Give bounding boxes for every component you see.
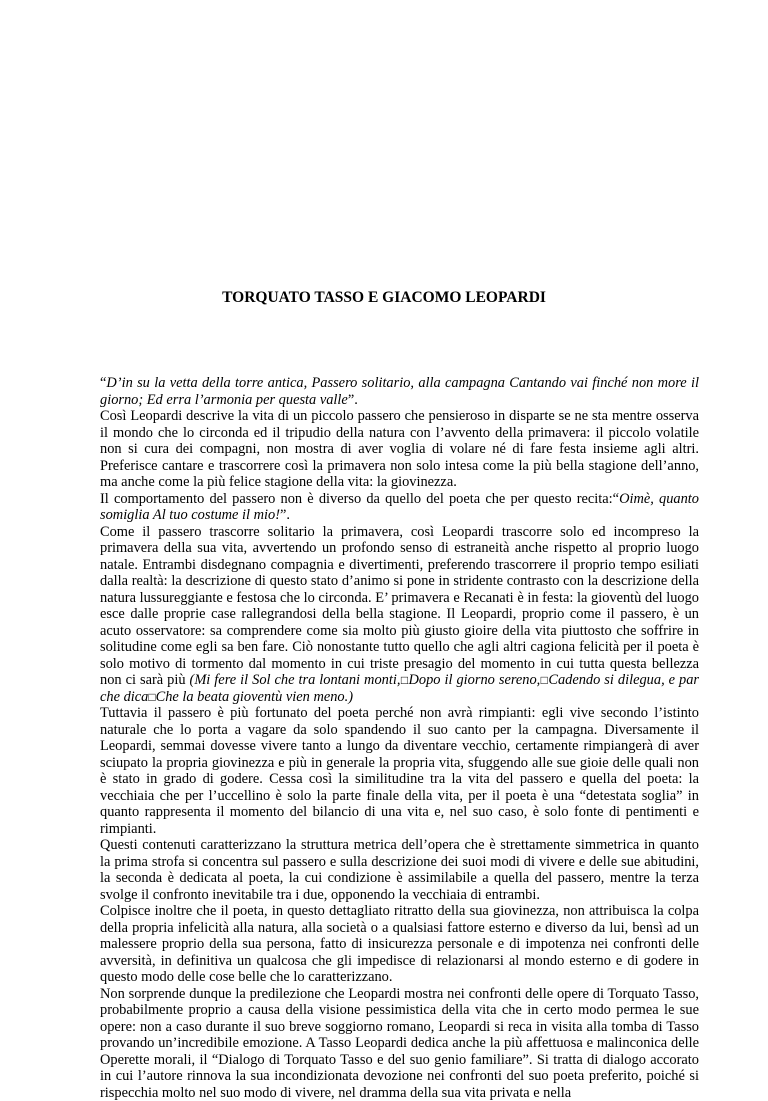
paragraph-6: Colpisce inoltre che il poeta, in questo dettagliato ritratto della sua giovinezza, non attribuisca la colpa della propria infelicità alla natura, alla società o a qualsiasi fattore esterno e diverso da lui, bensì ad un malessere proprio della sua persona, fatto di insicurezza personale e di impotenza nei confronti delle avversità, in definitiva un qualcosa che gli impedisce di relazionarsi al mondo esterno e di godere in questo modo delle cose belle che lo caratterizzano. xyxy=(100,903,699,986)
quote-line-3: Cadendo si dilegua, e par che dica xyxy=(100,672,699,705)
paragraph-1: Così Leopardi descrive la vita di un piccolo passero che pensieroso in disparte se ne sta mentre osserva il mondo che lo circonda ed il tripudio della natura con l’avvento della primavera: il piccolo volatile non si cura dei compagni, non mostra di aver voglia di volare né di fare festa insieme agli altri. Preferisce cantare e trascorrere così la primavera non solo intesa come la più bella stagione dell’anno, ma anche come la più felice stagione della vita: la giovinezza. xyxy=(100,408,699,491)
close-quote-mark-2: ”. xyxy=(280,507,290,523)
close-quote-mark: ”. xyxy=(348,392,358,408)
paragraph-opening-quote xyxy=(100,375,699,408)
document-body xyxy=(100,375,699,1101)
paragraph-3 xyxy=(100,524,699,706)
poem-quote: D’in su la vetta della torre antica, Passero solitario, alla campagna Cantando vai finché non more il giorno; Ed erra l’armonia per questa valle xyxy=(100,375,699,408)
paragraph-2 xyxy=(100,491,699,524)
poem-quote-2: Oimè, quanto somiglia Al tuo costume il mio! xyxy=(100,491,699,524)
open-quote-mark: “ xyxy=(100,375,106,391)
missing-glyph-box: □ xyxy=(540,673,548,687)
page-title: TORQUATO TASSO E GIACOMO LEOPARDI xyxy=(0,289,768,307)
paragraph-7: Non sorprende dunque la predilezione che Leopardi mostra nei confronti delle opere di Torquato Tasso, probabilmente proprio a causa della visione pessimistica della vita che in certo modo permea le sue opere: non a caso durante il suo breve soggiorno romano, Leopardi si reca in visita alla tomba di Tasso provando un’incredibile emozione. A Tasso Leopardi dedica anche la più affettuosa e malinconica delle Operette morali, il “Dialogo di Torquato Tasso e del suo genio familiare”. Si tratta di dialogo accorato in cui l’autore rinnova la sua incondizionata devozione nei confronti del suo poeta preferito, poiché si rispecchia molto nel suo modo di vivere, nel dramma della sua vita privata e nella xyxy=(100,986,699,1101)
missing-glyph-box: □ xyxy=(148,690,155,704)
quote-line-4: Che la beata gioventù vien meno.) xyxy=(156,689,353,705)
quote-line-1: (Mi fere il Sol che tra lontani monti, xyxy=(190,672,401,688)
paragraph-4: Tuttavia il passero è più fortunato del poeta perché non avrà rimpianti: egli vive secondo l’istinto naturale che lo porta a vagare da solo spandendo il suo canto per la campagna. Diversamente il Leopardi, semmai dovesse vivere tanto a lungo da diventare vecchio, certamente rimpiangerà di aver sciupato la propria giovinezza e più in generale la propria vita, sfuggendo alle sue gioie delle quali non è stato in grado di godere. Cessa così la similitudine tra la vita del passero e quella del poeta: la vecchiaia che per l’uccellino è solo la parte finale della vita, per il poeta è una “detestata soglia” in quanto rappresenta il momento del bilancio di una vita e, nel suo caso, è solo fonte di pentimenti e rimpianti. xyxy=(100,705,699,837)
poem-quote-3 xyxy=(100,672,699,705)
missing-glyph-box: □ xyxy=(400,673,408,687)
quote-line-2: Dopo il giorno sereno, xyxy=(409,672,541,688)
paragraph-3-text: Come il passero trascorre solitario la primavera, così Leopardi trascorre solo ed incompreso la primavera della sua vita, avvertendo un profondo senso di estraneità anche rispetto al proprio luogo natale. Entrambi disdegnano compagnia e divertimenti, preferendo trascorrere il proprio tempo esiliati dalla realtà: la descrizione di questo stato d’animo si pone in stridente contrasto con la descrizione della natura lussureggiante e festosa che lo circonda. E’ primavera e Recanati è in festa: la gioventù del luogo esce dalle proprie case rallegrandosi della bella stagione. Il Leopardi, proprio come il passero, è un acuto osservatore: sa comprendere come sia molto più giusto gioire della vita piuttosto che soffrire in solitudine come egli sa ben fare. Ciò nonostante tutto quello che agli altri cagiona felicità per il poeta è solo motivo di tormento dal momento in cui triste presagio del momento in cui tutta questa bellezza non ci sarà più xyxy=(100,524,699,689)
paragraph-2-text: Il comportamento del passero non è diverso da quello del poeta che per questo recita:“ xyxy=(100,491,619,507)
paragraph-5: Questi contenuti caratterizzano la struttura metrica dell’opera che è strettamente simmetrica in quanto la prima strofa si concentra sul passero e sulla descrizione dei suoi modi di vivere e delle sue abitudini, la seconda è dedicata al poeta, la cui condizione è assimilabile a quella del passero, mentre la terza svolge il confronto inevitabile tra i due, opponendo la vecchiaia di entrambi. xyxy=(100,837,699,903)
